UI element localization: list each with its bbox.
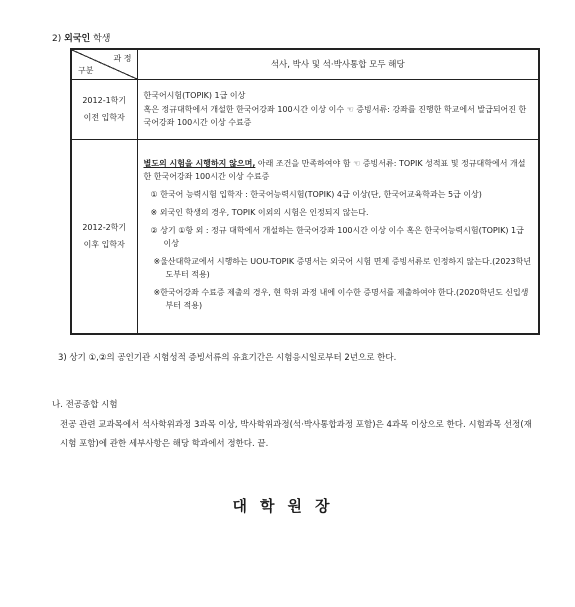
heading-number: 2) <box>52 34 62 44</box>
table-row <box>71 79 539 139</box>
section-body: 전공 관련 교과목에서 석사학위과정 3과목 이상, 박사학위과정(석·박사통합과정 포함)은 4과목 이상으로 한다. 시험과목 선정(재시험 포함)에 관한 세부사항은 해당 학과에서 정한다. 끝. <box>60 420 532 449</box>
heading-bold: 외국인 <box>64 34 91 44</box>
foreign-student-heading <box>52 31 110 44</box>
condition-item-1: ① 한국어 능력시험 입학자 : 한국어능력시험(TOPIK) 4급 이상(단, 한국어교육학과는 5급 이상) <box>150 189 482 199</box>
row-label-line1: 2012-1학기 <box>82 96 127 105</box>
language-requirement-table <box>70 48 540 335</box>
row-label-line2: 이전 입학자 <box>83 113 125 122</box>
content-line: 한국어시험(TOPIK) 1급 이상 <box>143 91 246 100</box>
intro-emphasis: 별도의 시험을 시행하지 않으며, <box>143 158 256 168</box>
row-content-before-2012 <box>137 79 539 139</box>
corner-top-label: 과 정 <box>113 54 132 63</box>
intro-rest: 아래 조건을 만족하여야 함 ☜ 증빙서류: TOPIK 성적표 및 정규대학에서 개설한 한국어강좌 100시간 이상 수료증 <box>143 158 526 181</box>
certificate-note: ※한국어강좌 수료증 제출의 경우, 현 학위 과정 내에 이수한 증명서를 제출하여야 한다.(2020학년도 신입생부터 적용) <box>153 287 529 310</box>
condition-note: ※ 외국인 학생의 경우, TOPIK 이외의 시험은 인정되지 않는다. <box>150 207 369 217</box>
table-row <box>71 139 539 334</box>
condition-item-2: ② 상기 ①항 외 : 정규 대학에서 개설하는 한국어강좌 100시간 이상 이수 혹은 한국어능력시험(TOPIK) 1급 이상 <box>150 225 524 248</box>
table-header-row <box>71 49 539 79</box>
section-title: 나. 전공종합 시험 <box>52 400 118 410</box>
heading-rest: 학생 <box>93 34 111 44</box>
row-content-after-2012 <box>137 139 539 334</box>
validity-note: 3) 상기 ①,②의 공인기관 시험성적 증빙서류의 유효기간은 시험응시일로부터 2년으로 한다. <box>58 353 397 363</box>
corner-cell <box>71 49 137 79</box>
signer: 대학원장 <box>232 497 343 515</box>
uou-topik-note: ※울산대학교에서 시행하는 UOU-TOPIK 증명서는 외국어 시험 면제 증빙서류로 인정하지 않는다.(2023학년도부터 적용) <box>153 256 532 279</box>
row-label-after-2012 <box>71 139 137 334</box>
content-intro <box>144 157 533 183</box>
corner-bottom-label: 구분 <box>78 65 94 75</box>
header-cell: 석사, 박사 및 석·박사통합 모두 해당 <box>137 49 539 79</box>
row-label-line2: 이후 입학자 <box>83 240 125 250</box>
content-line: 혹은 정규대학에서 개설한 한국어강좌 100시간 이상 이수 ☜ 증빙서류: 강좌를 진행한 학교에서 발급되어진 한국어강좌 100시간 이상 수료증 <box>143 105 527 127</box>
row-label-before-2012 <box>71 79 137 139</box>
row-label-line1: 2012-2학기 <box>82 223 127 233</box>
